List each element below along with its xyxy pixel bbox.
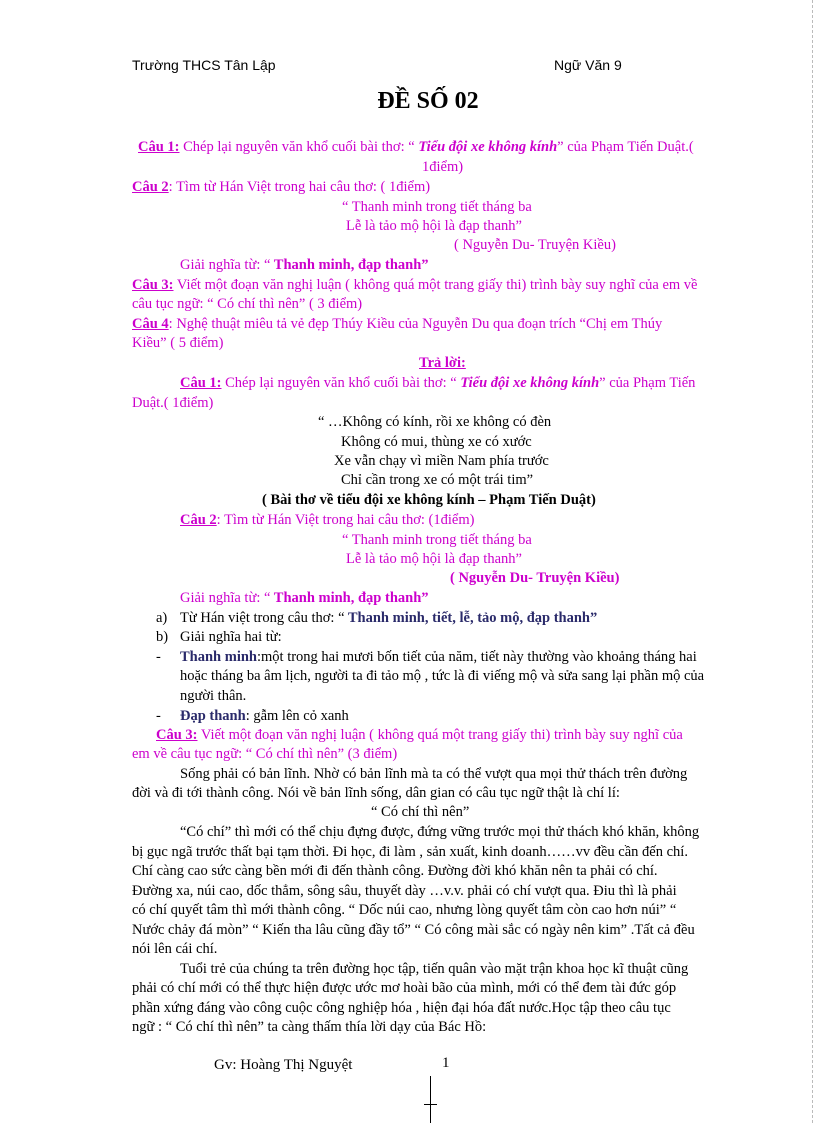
answer-2-dash-2-marker: -	[156, 708, 161, 724]
question-4-label: Câu 4	[132, 316, 169, 332]
answer-3-para3-line4: ngữ : “ Có chí thì nên” ta càng thấm thía lời dạy của Bác Hồ:	[132, 1019, 487, 1035]
question-4	[132, 315, 662, 335]
answer-1-label: Câu 1:	[180, 375, 222, 391]
question-1-poem-title: Tiểu đội xe không kính	[414, 139, 558, 155]
question-3	[132, 276, 697, 296]
question-1-label: Câu 1:	[138, 139, 180, 155]
question-2-verse2: Lễ là tảo mộ hội là đạp thanh”	[346, 218, 522, 234]
answer-2-dash-2-text: : gẫm lên cỏ xanh	[245, 708, 349, 724]
question-3-line1: Viết một đoạn văn nghị luận ( không quá một trang giấy thi) trình bày suy nghĩ của em về	[173, 277, 698, 293]
question-3-label: Câu 3:	[132, 277, 174, 293]
question-3-line2: câu tục ngữ: “ Có chí thì nên” ( 3 điểm)	[132, 296, 363, 312]
question-4-line2: Kiều” ( 5 điểm)	[132, 335, 224, 351]
answer-2-item-b: Giải nghĩa hai từ:	[180, 629, 282, 645]
answer-1-verse-1: “ …Không có kính, rồi xe không có đèn	[318, 414, 552, 430]
answer-2-verse2: Lễ là tảo mộ hội là đạp thanh”	[346, 551, 522, 567]
answer-2-verse1: “ Thanh minh trong tiết tháng ba	[342, 532, 532, 548]
header-school: Trường THCS Tân Lập	[132, 57, 276, 73]
answer-3-para1-line2: đời và đi tới thành công. Nói về bản lĩnh sống, dân gian có câu tục ngữ thật là chí lí:	[132, 785, 620, 801]
answer-2-dash-2	[180, 707, 349, 727]
question-2-source: ( Nguyễn Du- Truyện Kiều)	[454, 237, 616, 253]
page-title: ĐỀ SỐ 02	[377, 88, 479, 114]
question-1-text-b: ” của Phạm Tiến Duật.(	[557, 139, 694, 155]
answer-3-line1: Viết một đoạn văn nghị luận ( không quá một trang giấy thi) trình bày suy nghĩ của	[197, 727, 683, 743]
answer-1	[180, 374, 695, 394]
answer-2-item-a-terms: Thanh minh, tiết, lễ, tảo mộ, đạp thanh”	[344, 610, 598, 626]
answer-1-text-b: ” của Phạm Tiến	[599, 375, 696, 391]
question-1-line2: 1điểm)	[422, 159, 464, 175]
answer-2-dash-1-line2: hoặc tháng ba âm lịch, người ta đi tảo mộ , tức là đi viếng mộ và sửa sang lại phần mộ của	[180, 668, 705, 684]
question-2-explain-term: Thanh minh, đạp thanh”	[270, 257, 429, 273]
answer-3-para2-line6: Nước chảy đá mòn” “ Kiến tha lâu cũng đầy tổ” “ Có công mài sắc có ngày nên kim” .Tất cả đều	[132, 922, 695, 938]
answer-2-explain-prefix: Giải nghĩa từ: “	[180, 590, 271, 606]
answer-1-verse-2: Không có mui, thùng xe có xước	[341, 434, 532, 450]
question-2-explain	[180, 256, 429, 276]
answer-2-text: : Tìm từ Hán Việt trong hai câu thơ: (1điểm)	[216, 512, 475, 528]
question-2-text: : Tìm từ Hán Việt trong hai câu thơ: ( 1điểm)	[168, 179, 431, 195]
answer-2-dash-1-term: Thanh minh	[180, 649, 257, 665]
answer-3-para1-line1: Sống phải có bản lĩnh. Nhờ có bản lĩnh mà ta có thể vượt qua mọi thử thách trên đường	[180, 766, 688, 782]
answer-2	[180, 511, 474, 531]
answer-3-para2-line5: có chí quyết tâm thì mới thành công. “ Dốc núi cao, nhưng lòng quyết tâm còn cao hơn núi” “	[132, 902, 677, 918]
answer-2-explain-term: Thanh minh, đạp thanh”	[270, 590, 429, 606]
answer-3-para2-line3: Chí càng cao sức càng bền mới đi đến thành công. Đường đời khó khăn nên ta phải có chí.	[132, 863, 658, 879]
answer-2-dash-1-marker: -	[156, 649, 161, 665]
answer-3-para3-line2: phải có chí mới có thể thực hiện được ước mơ hoài bão của mình, mới có thể đem tài đức góp	[132, 980, 677, 996]
answer-3-para3-line1: Tuổi trẻ của chúng ta trên đường học tập, tiến quân vào mặt trận khoa học kĩ thuật cũng	[180, 961, 689, 977]
question-1-text: Chép lại nguyên văn khổ cuối bài thơ: “	[179, 139, 415, 155]
answer-2-item-b-marker: b)	[156, 629, 169, 645]
page-edge-guide	[812, 0, 814, 1123]
question-4-line1: : Nghệ thuật miêu tả vẻ đẹp Thúy Kiều của Nguyễn Du qua đoạn trích “Chị em Thúy	[168, 316, 663, 332]
answer-1-verse-4: Chỉ cần trong xe có một trái tim”	[341, 472, 534, 488]
answer-2-dash-2-term: Đạp thanh	[180, 708, 246, 724]
question-1	[138, 138, 694, 158]
answers-heading: Trả lời:	[419, 355, 466, 371]
answer-3-line2: em về câu tục ngữ: “ Có chí thì nên” (3 điểm)	[132, 746, 398, 762]
answer-3-label: Câu 3:	[156, 727, 198, 743]
footer-tick	[424, 1104, 437, 1105]
answer-1-text: Chép lại nguyên văn khổ cuối bài thơ: “	[221, 375, 457, 391]
answer-2-item-a	[180, 609, 597, 629]
answer-1-poem-title: Tiểu đội xe không kính	[456, 375, 600, 391]
answer-3-para2-line1: “Có chí” thì mới có thể chịu đựng được, đứng vững trước mọi thử thách khó khăn, không	[180, 824, 700, 840]
question-2-explain-prefix: Giải nghĩa từ: “	[180, 257, 271, 273]
question-2	[132, 178, 430, 198]
footer-page-number: 1	[442, 1055, 450, 1071]
answer-2-dash-1-line3: người thân.	[180, 688, 247, 704]
answer-3-para2-line2: bị gục ngã trước thất bại tạm thời. Đi học, đi làm , sản xuất, kinh doanh……vv đều cần đến chí.	[132, 844, 688, 860]
answer-3	[156, 726, 683, 746]
answer-2-source: ( Nguyễn Du- Truyện Kiều)	[450, 570, 620, 586]
footer-divider	[430, 1076, 431, 1123]
answer-3-para2-line4: Đường xa, núi cao, dốc thẳm, sông sâu, thuyết dày …v.v. phải có chí vượt qua. Điu thì là phải	[132, 883, 677, 899]
answer-2-item-a-text: Từ Hán việt trong câu thơ: “	[180, 610, 345, 626]
answer-1-line2: Duật.( 1điểm)	[132, 395, 214, 411]
answer-1-source: ( Bài thơ về tiểu đội xe không kính – Phạm Tiến Duật)	[262, 492, 596, 508]
answer-2-label: Câu 2	[180, 512, 217, 528]
answer-3-para2-line7: nói lên cái chí.	[132, 941, 218, 957]
answer-2-dash-1-text: :một trong hai mươi bốn tiết của năm, tiết này thường vào khoảng tháng hai	[256, 649, 697, 665]
answer-2-item-a-marker: a)	[156, 610, 168, 626]
question-2-label: Câu 2	[132, 179, 169, 195]
answer-2-explain	[180, 589, 429, 609]
header-subject: Ngữ Văn 9	[554, 57, 622, 73]
answer-1-verse-3: Xe vẫn chạy vì miền Nam phía trước	[334, 453, 549, 469]
answer-3-para3-line3: phần xứng đáng vào công cuộc công nghiệp hóa , hiện đại hóa đất nước.Học tập theo câu tục	[132, 1000, 671, 1016]
question-2-verse1: “ Thanh minh trong tiết tháng ba	[342, 199, 532, 215]
answer-2-dash-1	[180, 648, 697, 668]
answer-3-para1-quote: “ Có chí thì nên”	[371, 804, 470, 820]
footer-teacher: Gv: Hoàng Thị Nguyệt	[214, 1057, 353, 1073]
